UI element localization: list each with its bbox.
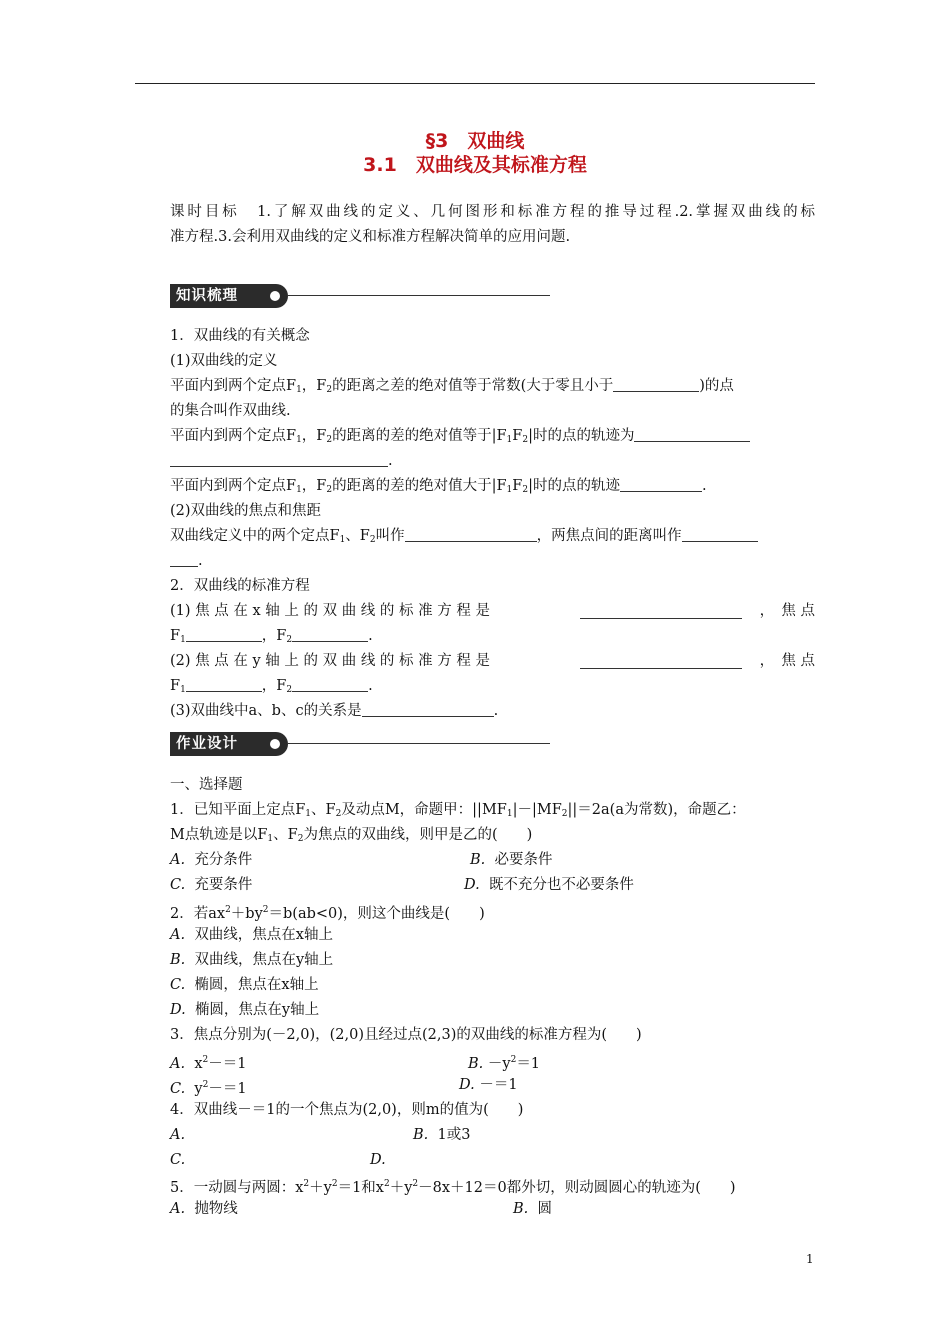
focus-line2: .: [170, 551, 815, 571]
fill-blank[interactable]: [170, 552, 198, 567]
fill-blank[interactable]: [362, 702, 494, 717]
equal-case-line: 平面内到两个定点$F_1$，$F_2$的距离的差的绝对值等于$|F_1F_2|$时的点的轨迹为: [170, 426, 815, 450]
option-c[interactable]: C. 充要条件: [170, 877, 253, 893]
question-2: 2．若$ax^2+by^2=b(ab<0)$，则这个曲线是( ): [170, 905, 485, 922]
question-5: 5．一动圆与两圆：$x^2+y^2=1$和$x^2+y^2-8x+12=0$都外切，则动圆圆心的轨迹为( ): [170, 1179, 736, 1196]
standard-eq-heading: 2．双曲线的标准方程: [170, 578, 310, 594]
focus-line: 双曲线定义中的两个定点$F_1$、$F_2$叫作 ，两焦点间的距离叫作: [170, 526, 815, 550]
fill-blank[interactable]: [613, 377, 699, 392]
fill-blank[interactable]: [620, 477, 702, 492]
option-a[interactable]: A. 抛物线: [170, 1201, 238, 1217]
bullet-dot-icon: [270, 291, 280, 301]
definition-line: 平面内到两个定点$F_1$，$F_2$的距离之差的绝对值等于常数(大于零且小于 )的点: [170, 378, 734, 395]
lesson-title: 3.1 双曲线及其标准方程: [363, 154, 587, 176]
option-b[interactable]: B. 双曲线，焦点在y轴上: [170, 952, 334, 968]
option-c[interactable]: C. 椭圆，焦点在x轴上: [170, 977, 319, 993]
fill-blank[interactable]: [186, 677, 262, 692]
fill-blank[interactable]: [634, 427, 750, 442]
lesson-goals-line2: 准方程.3.会利用双曲线的定义和标准方程解决简单的应用问题.: [170, 229, 571, 245]
option-d[interactable]: D. －＝1: [459, 1077, 518, 1093]
option-c[interactable]: C.: [170, 1152, 186, 1168]
option-a[interactable]: A. 双曲线，焦点在x轴上: [170, 927, 333, 943]
bullet-dot-icon: [270, 739, 280, 749]
option-d[interactable]: D. 既不充分也不必要条件: [464, 877, 634, 893]
greater-case-line: 平面内到两个定点$F_1$，$F_2$的距离的差的绝对值大于$|F_1F_2|$时的点的轨迹 .: [170, 478, 707, 495]
y-axis-line: (2) 焦 点 在 y 轴 上 的 双 曲 线 的 标 准 方 程 是 ， 焦 点: [170, 653, 815, 669]
section-rule: [288, 743, 550, 744]
lesson-goals-line1: 课时目标 1.了解双曲线的定义、几何图形和标准方程的推导过程.2.掌握双曲线的标: [170, 204, 815, 220]
option-d[interactable]: D. 椭圆，焦点在y轴上: [170, 1002, 320, 1018]
option-b[interactable]: B. 必要条件: [470, 852, 553, 868]
definition-heading: (1)双曲线的定义: [170, 353, 278, 369]
fill-blank[interactable]: [405, 527, 537, 542]
abc-relation-line: (3)双曲线中a、b、c的关系是 .: [170, 703, 499, 719]
fill-blank[interactable]: [580, 654, 742, 669]
option-a[interactable]: A.: [170, 1127, 186, 1143]
concept-heading: 1．双曲线的有关概念: [170, 328, 310, 344]
fill-blank[interactable]: [682, 527, 758, 542]
y-axis-foci-line: $F_1$ ，$F_2$ .: [170, 678, 373, 695]
fill-blank[interactable]: [170, 452, 388, 467]
fill-blank[interactable]: [580, 604, 742, 619]
question-1-line2: M点轨迹是以$F_1$、$F_2$为焦点的双曲线，则甲是乙的( ): [170, 827, 533, 844]
section-label: 作业设计: [170, 732, 288, 756]
option-b[interactable]: B. $-y^2=1$: [468, 1055, 541, 1072]
fill-blank[interactable]: [186, 627, 262, 642]
option-a[interactable]: A. 充分条件: [170, 852, 253, 868]
option-b[interactable]: B. 圆: [513, 1201, 552, 1217]
choice-heading: 一、选择题: [170, 777, 243, 793]
question-1: 1．已知平面上定点$F_1$、$F_2$及动点M，命题甲：$||MF_1|-|MF_2||=2a(a$为常数)，命题乙：: [170, 802, 746, 819]
x-axis-line: (1) 焦 点 在 x 轴 上 的 双 曲 线 的 标 准 方 程 是 ， 焦 点: [170, 603, 815, 619]
top-rule: [135, 83, 815, 84]
option-d[interactable]: D.: [370, 1152, 386, 1168]
section-title: §3 双曲线: [425, 130, 525, 152]
option-a[interactable]: A. $x^2-=1$: [170, 1055, 247, 1072]
question-3: 3．焦点分别为(－2,0)，(2,0)且经过点(2,3)的双曲线的标准方程为( ): [170, 1027, 642, 1043]
page-number: 1: [806, 1252, 814, 1266]
focus-heading: (2)双曲线的焦点和焦距: [170, 503, 322, 519]
equal-case-line2: .: [170, 451, 815, 471]
question-4: 4．双曲线－＝1的一个焦点为(2,0)，则m的值为( ): [170, 1102, 524, 1118]
fill-blank[interactable]: [292, 677, 368, 692]
section-rule: [288, 295, 550, 296]
option-b[interactable]: B. 1或3: [413, 1127, 471, 1143]
option-c[interactable]: C. $y^2-=1$: [170, 1080, 247, 1097]
section-label: 知识梳理: [170, 284, 288, 308]
x-axis-foci-line: $F_1$ ，$F_2$ .: [170, 628, 373, 645]
fill-blank[interactable]: [292, 627, 368, 642]
definition-line2: 的集合叫作双曲线.: [170, 403, 291, 419]
